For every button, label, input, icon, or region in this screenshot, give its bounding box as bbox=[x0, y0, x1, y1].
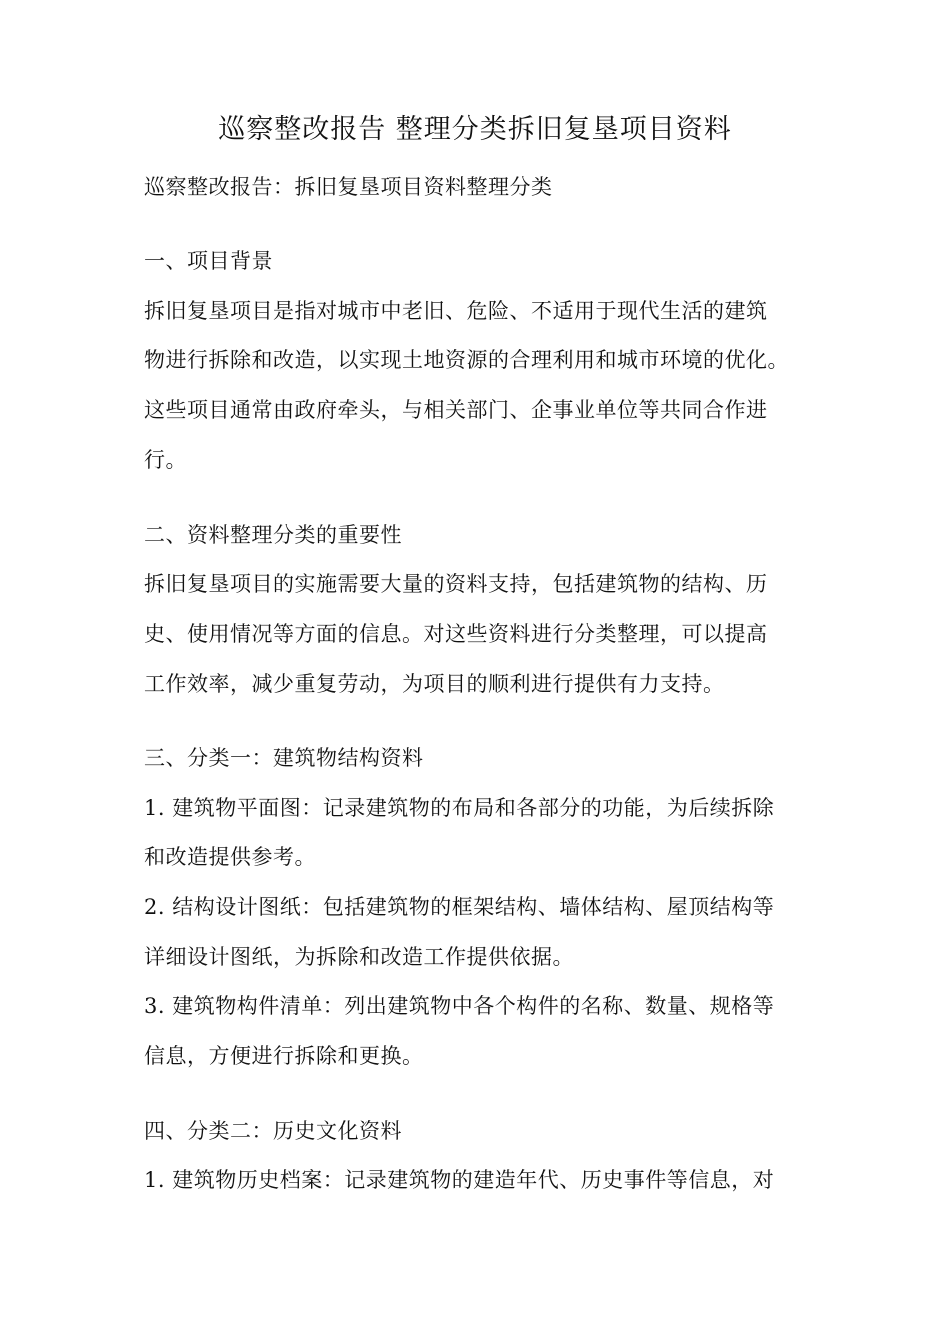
list-item-line: 信息，方便进行拆除和更换。 bbox=[144, 1044, 424, 1068]
list-item-line: 详细设计图纸，为拆除和改造工作提供依据。 bbox=[144, 945, 574, 969]
document-title: 巡察整改报告 整理分类拆旧复垦项目资料 bbox=[218, 114, 732, 145]
section-heading: 三、分类一：建筑物结构资料 bbox=[144, 746, 424, 770]
paragraph-line: 物进行拆除和改造，以实现土地资源的合理利用和城市环境的优化。 bbox=[144, 348, 789, 372]
paragraph-line: 史、使用情况等方面的信息。对这些资料进行分类整理，可以提高 bbox=[144, 622, 768, 646]
paragraph-line: 这些项目通常由政府牵头，与相关部门、企事业单位等共同合作进 bbox=[144, 398, 768, 422]
section-heading: 二、资料整理分类的重要性 bbox=[144, 523, 402, 547]
paragraph-line: 行。 bbox=[144, 448, 187, 472]
list-item-line: 和改造提供参考。 bbox=[144, 845, 316, 869]
paragraph-line: 工作效率，减少重复劳动，为项目的顺利进行提供有力支持。 bbox=[144, 672, 725, 696]
paragraph-line: 拆旧复垦项目的实施需要大量的资料支持，包括建筑物的结构、历 bbox=[144, 572, 768, 596]
section-heading: 一、项目背景 bbox=[144, 249, 273, 273]
list-item-line: 2. 结构设计图纸：包括建筑物的框架结构、墙体结构、屋顶结构等 bbox=[144, 895, 775, 919]
paragraph-line: 拆旧复垦项目是指对城市中老旧、危险、不适用于现代生活的建筑 bbox=[144, 299, 768, 323]
section-heading: 四、分类二：历史文化资料 bbox=[144, 1119, 402, 1143]
list-item-line: 3. 建筑物构件清单：列出建筑物中各个构件的名称、数量、规格等 bbox=[144, 994, 775, 1018]
list-item-line: 1. 建筑物平面图：记录建筑物的布局和各部分的功能，为后续拆除 bbox=[144, 796, 775, 820]
list-item-line: 1. 建筑物历史档案：记录建筑物的建造年代、历史事件等信息，对 bbox=[144, 1168, 775, 1192]
document-subtitle: 巡察整改报告：拆旧复垦项目资料整理分类 bbox=[144, 175, 553, 199]
